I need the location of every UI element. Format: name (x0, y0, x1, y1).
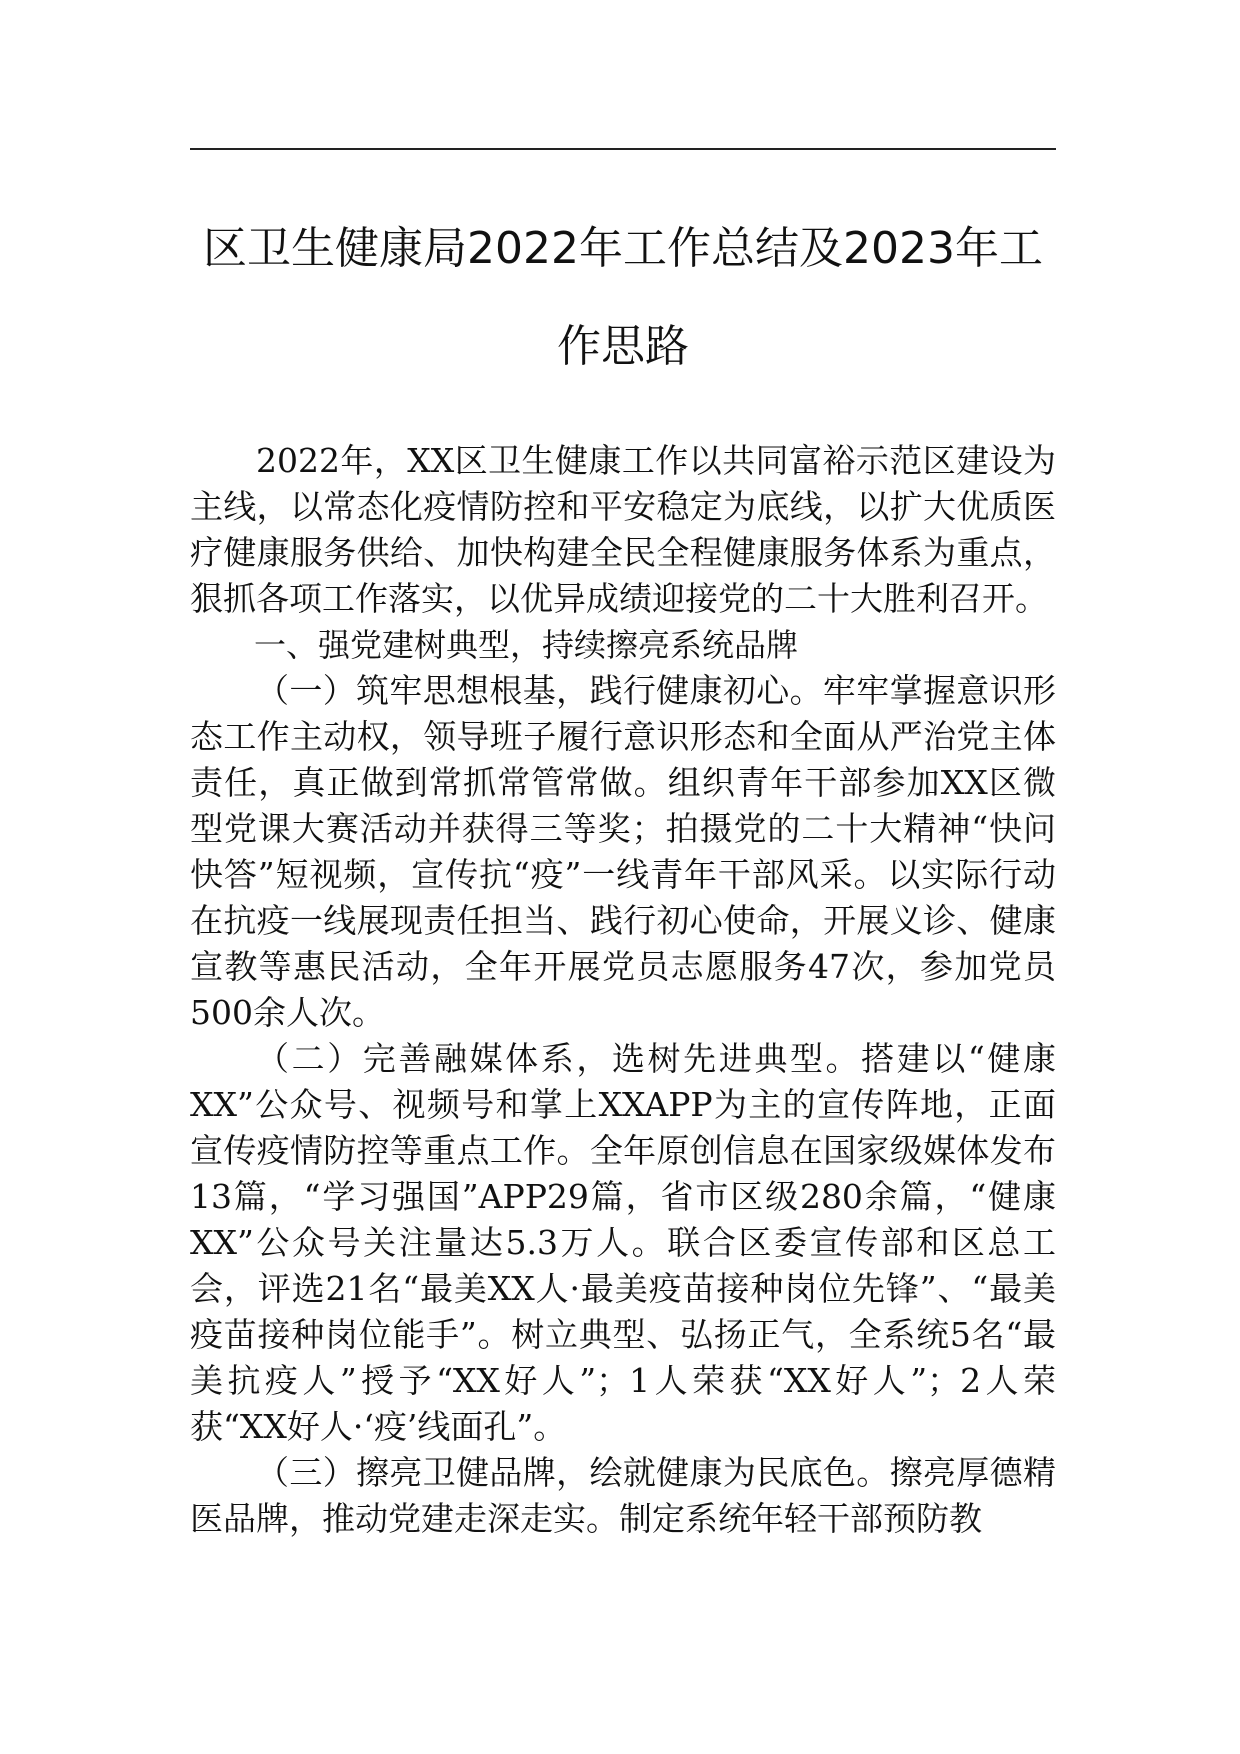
document-body (190, 438, 1056, 1542)
section-heading: 一、强党建树典型，持续擦亮系统品牌 (254, 626, 799, 664)
body-paragraph: （二）完善融媒体系，选树先进典型。搭建以“健康XX”公众号、视频号和掌上XXAPP为主的宣传阵地，正面宣传疫情防控等重点工作。全年原创信息在国家级媒体发布13篇，“学习强国”APP29篇，省市区级280余篇，“健康XX”公众号关注量达5.3万人。联合区委宣传部和区总工会，评选21名“最美XX人·最美疫苗接种岗位先锋”、“最美疫苗接种岗位能手”。树立典型、弘扬正气，全系统5名“最美抗疫人”授予“XX好人”；1人荣获“XX好人”；2人荣获“XX好人·‘疫’线面孔”。 (190, 1039, 1056, 1446)
document-title: 区卫生健康局2022年工作总结及2023年工作思路 (203, 223, 1043, 372)
body-paragraph: （一）筑牢思想根基，践行健康初心。牢牢掌握意识形态工作主动权，领导班子履行意识形态和全面从严治党主体责任，真正做到常抓常管常做。组织青年干部参加XX区微型党课大赛活动并获得三等奖；拍摄党的二十大精神“快问快答”短视频，宣传抗“疫”一线青年干部风采。以实际行动在抗疫一线展现责任担当、践行初心使命，开展义诊、健康宣教等惠民活动，全年开展党员志愿服务47次，参加党员500余人次。 (190, 671, 1056, 1032)
body-paragraph: （三）擦亮卫健品牌，绘就健康为民底色。擦亮厚德精医品牌，推动党建走深走实。制定系统年轻干部预防教 (190, 1453, 1056, 1538)
intro-paragraph: 2022年，XX区卫生健康工作以共同富裕示范区建设为主线，以常态化疫情防控和平安稳定为底线，以扩大优质医疗健康服务供给、加快构建全民全程健康服务体系为重点，狠抓各项工作落实，以优异成绩迎接党的二十大胜利召开。 (190, 441, 1056, 618)
header-rule (190, 148, 1056, 150)
